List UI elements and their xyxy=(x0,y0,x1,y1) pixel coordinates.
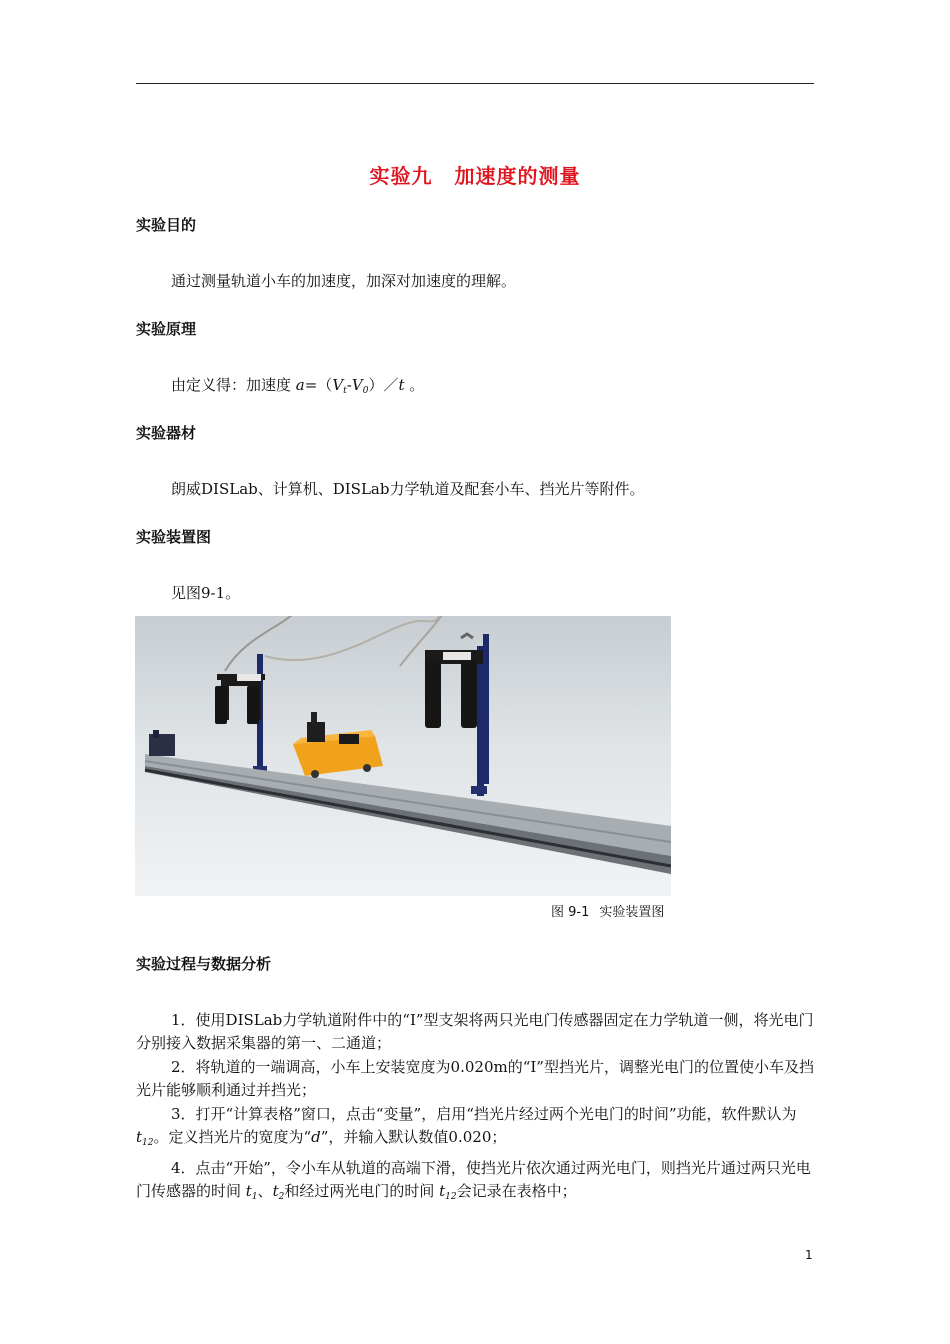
apparatus-illustration xyxy=(135,616,671,896)
step4-var-t2: t xyxy=(272,1182,279,1200)
formula-end: 。 xyxy=(404,376,425,394)
title-name: 加速度的测量 xyxy=(454,164,581,188)
figure-caption xyxy=(551,901,664,920)
photogate-right-arm-b xyxy=(461,660,477,728)
var-v0: V xyxy=(351,376,363,394)
procedure-step-1: 1．使用DISLab力学轨道附件中的“I”型支架将两只光电门传感器固定在力学轨道一侧，将光电门分别接入数据采集器的第一、二通道； xyxy=(136,1011,814,1052)
photogate-right-arm-a xyxy=(425,660,441,728)
cart-sensor xyxy=(339,734,359,744)
track-top xyxy=(145,754,671,856)
track-groove xyxy=(145,761,671,842)
procedure-step-2: 2．将轨道的一端调高，小车上安装宽度为0.020m的“I”型挡光片，调整光电门的位置使小车及挡光片能够顺利通过并挡光； xyxy=(136,1058,814,1099)
step4-sep: 、 xyxy=(257,1182,273,1200)
formula-eq: =（ xyxy=(304,376,333,394)
header-rule xyxy=(136,83,814,84)
caption-number: 图 9-1 xyxy=(551,905,590,920)
track-end-stop-post xyxy=(153,730,159,738)
photogate-left-label xyxy=(237,674,261,681)
var-v: V xyxy=(332,376,344,394)
page-title xyxy=(136,160,814,189)
sub-t: t xyxy=(343,386,347,396)
step4-text-c: 会记录在表格中； xyxy=(456,1182,577,1200)
step4-sub-1: 1 xyxy=(251,1192,258,1202)
wing-nut-right xyxy=(461,634,473,638)
step3-sub-12: 12 xyxy=(142,1138,154,1148)
photogate-right-label xyxy=(443,652,471,660)
step4-text-a: 4．点击“开始”，令小车从轨道的高端下滑，使挡光片依次通过两光电门，则挡光片通过两只光电门传感器的时间 xyxy=(136,1159,811,1200)
formula-minus: - xyxy=(346,376,352,394)
heading-materials: 实验器材 xyxy=(136,424,197,442)
page-number: 1 xyxy=(805,1248,813,1262)
support-foot-right xyxy=(471,786,487,794)
sub-0: 0 xyxy=(362,386,369,396)
step4-sub-2: 2 xyxy=(278,1192,285,1202)
formula-close: ）／ xyxy=(368,376,399,394)
cable-mid xyxy=(265,616,445,660)
step3-text-a: 3．打开“计算表格”窗口，点击“变量”，启用“挡光片经过两个光电门的时间”功能，软件默认为 xyxy=(171,1105,797,1123)
heading-principle: 实验原理 xyxy=(136,320,197,338)
track-end-stop xyxy=(149,734,175,756)
apparatus-figure xyxy=(135,616,671,896)
procedure-step-4 xyxy=(136,1157,822,1206)
photogate-left-arm-b xyxy=(247,686,259,724)
caption-text: 实验装置图 xyxy=(599,905,665,920)
step4-sub-12: 12 xyxy=(445,1192,457,1202)
formula-prefix: 由定义得：加速度 xyxy=(171,376,296,394)
support-post-right-front xyxy=(477,646,484,796)
var-a: a xyxy=(295,376,305,394)
light-blocking-flag xyxy=(311,712,317,726)
setup-text: 见图9-1。 xyxy=(171,584,241,602)
materials-text: 朗威DISLab、计算机、DISLab力学轨道及配套小车、挡光片等附件。 xyxy=(171,480,645,498)
step3-var-d: d xyxy=(311,1128,321,1146)
heading-procedure: 实验过程与数据分析 xyxy=(136,955,272,973)
heading-setup: 实验装置图 xyxy=(136,528,212,546)
photogate-left-arm-a xyxy=(215,686,227,724)
step4-var-t12: t xyxy=(439,1182,446,1200)
var-t: t xyxy=(398,376,405,394)
heading-purpose: 实验目的 xyxy=(136,216,197,234)
step3-text-c: ”，并输入默认数值0.020； xyxy=(320,1128,507,1146)
title-chapter: 实验九 xyxy=(369,164,433,188)
procedure-step-3 xyxy=(136,1103,822,1152)
step4-text-b: 和经过两光电门的时间 xyxy=(284,1182,440,1200)
cart-wheel-a xyxy=(311,770,319,778)
purpose-text: 通过测量轨道小车的加速度，加深对加速度的理解。 xyxy=(171,272,517,290)
step3-var-t: t xyxy=(136,1128,143,1146)
step4-var-t1: t xyxy=(245,1182,252,1200)
cart-wheel-b xyxy=(363,764,371,772)
principle-formula xyxy=(136,374,822,400)
step3-text-b: 。定义挡光片的宽度为“ xyxy=(153,1128,312,1146)
